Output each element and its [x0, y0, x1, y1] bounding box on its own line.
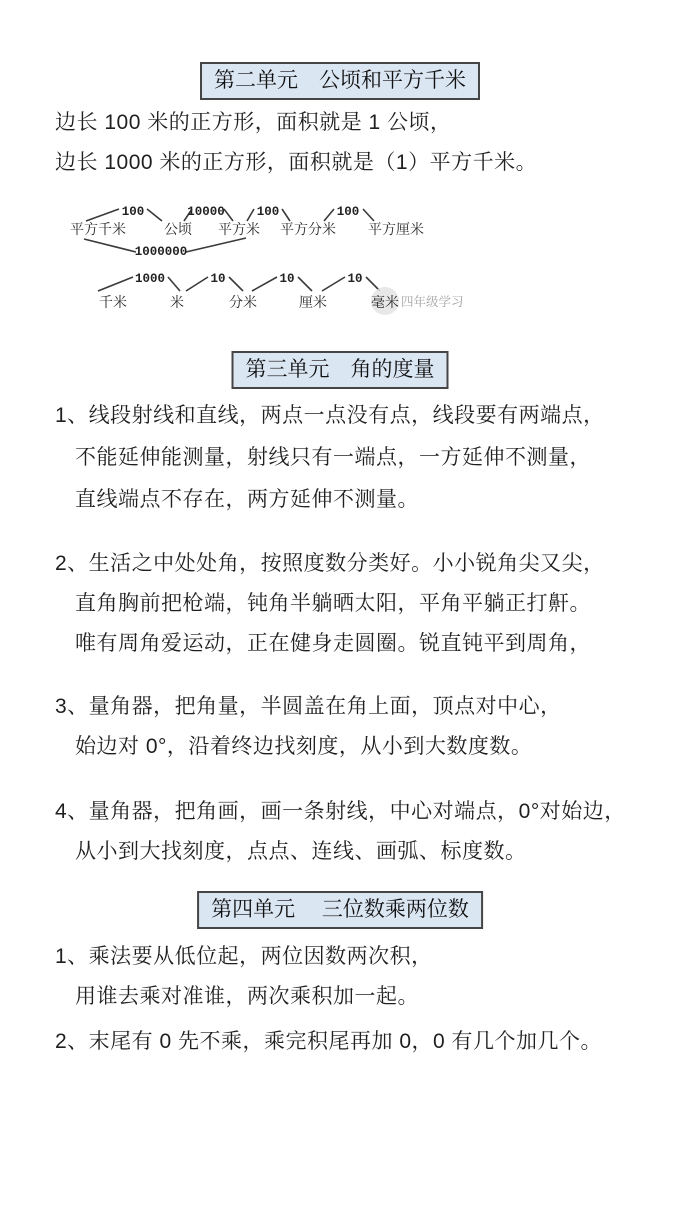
area-big-factor: 1000000	[134, 245, 188, 259]
unit3-item4-line1: 4、量角器，把角画，画一条射线，中心对端点，0°对始边，	[55, 800, 626, 823]
unit4-item1-line1: 1、乘法要从低位起，两位因数两次积，	[55, 945, 433, 968]
area-unit-sqkm: 平方千米	[70, 221, 126, 237]
unit3-item2-line3: 唯有周角爱运动，正在健身走圆圈。锐直钝平到周角，	[75, 632, 591, 655]
length-factor-1: 10	[210, 272, 226, 286]
unit4-title: 第四单元 三位数乘两位数	[197, 891, 483, 929]
unit4-item1-line2: 用谁去乘对准谁，两次乘积加一起。	[75, 985, 419, 1008]
watermark-text: 四年级学习	[401, 295, 464, 309]
length-factor-2: 10	[279, 272, 295, 286]
unit4-item2-line1: 2、末尾有 0 先不乘，乘完积尾再加 0，0 有几个加几个。	[55, 1030, 603, 1053]
unit-conversion-diagram	[0, 195, 680, 325]
unit3-item1-line1: 1、线段射线和直线，两点一点没有点，线段要有两端点，	[55, 404, 605, 427]
area-unit-sqdm: 平方分米	[280, 221, 336, 237]
unit2-line-2: 边长 1000 米的正方形，面积就是（1）平方千米。	[55, 151, 538, 174]
unit3-item1-line3: 直线端点不存在，两方延伸不测量。	[75, 488, 419, 511]
area-unit-sqcm: 平方厘米	[368, 221, 424, 237]
unit3-item2-line1: 2、生活之中处处角，按照度数分类好。小小锐角尖又尖，	[55, 552, 605, 575]
unit3-item2-line2: 直角胸前把枪端，钝角半躺晒太阳，平角平躺正打鼾。	[75, 592, 591, 615]
area-factor-1: 10000	[187, 205, 225, 219]
area-factor-0: 100	[121, 205, 145, 219]
length-factor-0: 1000	[134, 272, 166, 286]
unit3-item1-line2: 不能延伸能测量，射线只有一端点，一方延伸不测量，	[75, 446, 591, 469]
unit3-item3-line1: 3、量角器，把角量，半圆盖在角上面，顶点对中心，	[55, 695, 562, 718]
length-unit-km: 千米	[99, 294, 127, 310]
unit3-title: 第三单元 角的度量	[232, 351, 449, 389]
length-unit-cm: 厘米	[299, 294, 327, 310]
area-factor-2: 100	[256, 205, 280, 219]
length-unit-dm: 分米	[229, 294, 257, 310]
unit2-title: 第二单元 公顷和平方千米	[200, 62, 480, 100]
unit3-item3-line2: 始边对 0°，沿着终边找刻度，从小到大数度数。	[75, 735, 533, 758]
unit3-item4-line2: 从小到大找刻度，点点、连线、画弧、标度数。	[75, 840, 527, 863]
area-factor-3: 100	[336, 205, 360, 219]
unit2-line-1: 边长 100 米的正方形，面积就是 1 公顷，	[55, 111, 452, 134]
area-unit-hectare: 公顷	[164, 221, 192, 237]
length-unit-mm: 毫米	[371, 294, 399, 310]
area-unit-sqm: 平方米	[218, 221, 260, 237]
length-factor-3: 10	[347, 272, 363, 286]
length-unit-m: 米	[170, 294, 184, 310]
